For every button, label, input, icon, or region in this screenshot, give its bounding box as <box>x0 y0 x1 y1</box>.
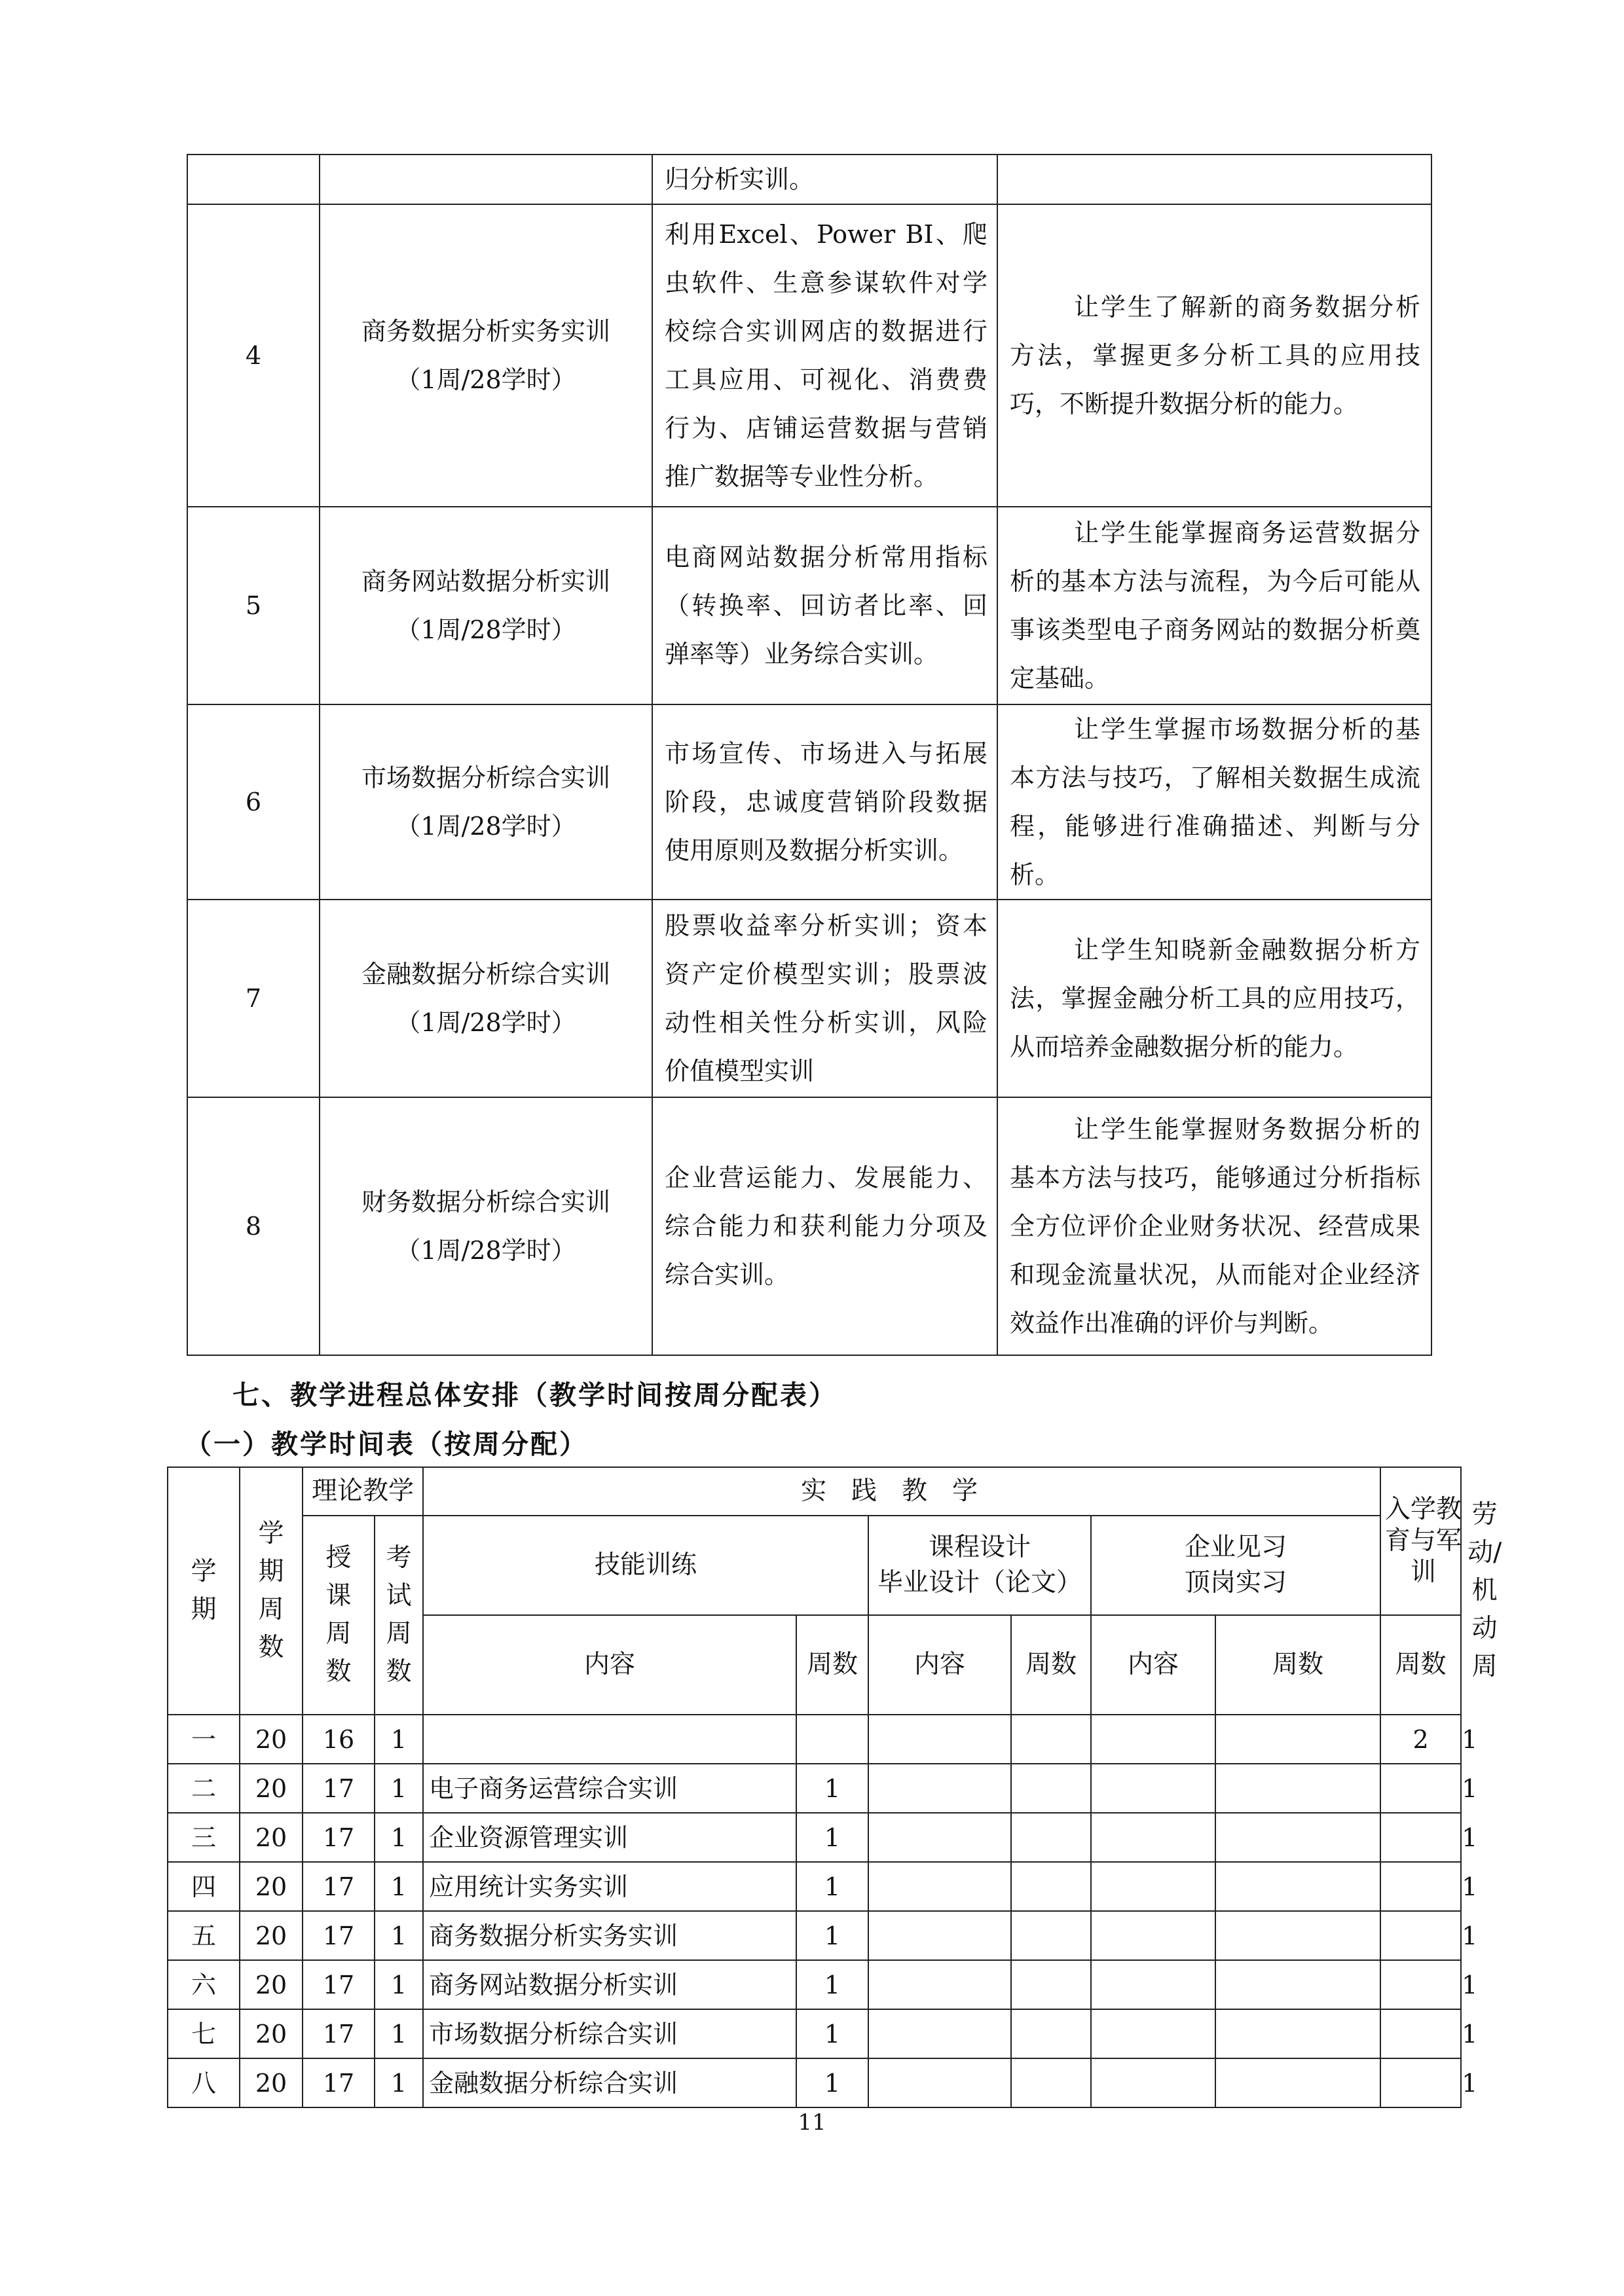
header-entrance: 入学教育与军训 <box>1380 1467 1461 1615</box>
header-intern-weeks: 周数 <box>1215 1615 1380 1715</box>
total-weeks: 20 <box>240 1911 303 1960</box>
design-content <box>868 1911 1011 1960</box>
intern-weeks <box>1215 1862 1380 1911</box>
teaching-weeks: 17 <box>303 1813 375 1862</box>
design-weeks <box>1011 2058 1091 2107</box>
row-number <box>187 155 320 204</box>
header-semester: 学期 <box>168 1467 240 1715</box>
header-course-design: 课程设计 毕业设计（论文） <box>868 1516 1091 1615</box>
training-goal: 让学生掌握市场数据分析的基本方法与技巧，了解相关数据生成流程，能够进行准确描述、判断与分析。 <box>997 704 1431 900</box>
design-weeks <box>1011 1813 1091 1862</box>
design-weeks <box>1011 1764 1091 1813</box>
intern-content <box>1091 2058 1215 2107</box>
skill-content: 商务网站数据分析实训 <box>423 1960 796 2009</box>
skill-content: 应用统计实务实训 <box>423 1862 796 1911</box>
exam-weeks: 1 <box>375 1715 423 1764</box>
training-goal: 让学生能掌握财务数据分析的基本方法与技巧，能够通过分析指标全方位评价企业财务状况、经营成果和现金流量状况，从而能对企业经济效益作出准确的评价与判断。 <box>997 1097 1431 1355</box>
table-row <box>187 900 1431 1097</box>
training-content: 股票收益率分析实训；资本资产定价模型实训；股票波动性相关性分析实训，风险价值模型实训 <box>652 900 997 1097</box>
teaching-weeks: 17 <box>303 2058 375 2107</box>
header-design-weeks: 周数 <box>1011 1615 1091 1715</box>
term: 八 <box>168 2058 240 2107</box>
training-goal: 让学生能掌握商务运营数据分析的基本方法与流程，为今后可能从事该类型电子商务网站的数据分析奠定基础。 <box>997 507 1431 704</box>
table-row: 七 20 17 1 市场数据分析综合实训 1 1 <box>168 2009 1461 2058</box>
teaching-weeks: 17 <box>303 1862 375 1911</box>
subsection-heading: （一）教学时间表（按周分配） <box>185 1429 588 1460</box>
header-intern-content: 内容 <box>1091 1615 1215 1715</box>
skill-content <box>423 1715 796 1764</box>
header-skill-weeks: 周数 <box>796 1615 868 1715</box>
design-weeks <box>1011 2009 1091 2058</box>
intern-weeks <box>1215 2058 1380 2107</box>
intern-content <box>1091 1862 1215 1911</box>
entrance-weeks <box>1380 1862 1461 1911</box>
header-semester-weeks: 学期周数 <box>240 1467 303 1715</box>
intern-weeks <box>1215 1960 1380 2009</box>
intern-content <box>1091 1911 1215 1960</box>
training-name: 商务数据分析实务实训 （1周/28学时） <box>320 204 652 507</box>
table-row: 四 20 17 1 应用统计实务实训 1 1 <box>168 1862 1461 1911</box>
training-content: 企业营运能力、发展能力、综合能力和获利能力分项及综合实训。 <box>652 1097 997 1355</box>
skill-content: 商务数据分析实务实训 <box>423 1911 796 1960</box>
skill-weeks: 1 <box>796 1862 868 1911</box>
teaching-weeks: 17 <box>303 1960 375 2009</box>
design-content <box>868 1813 1011 1862</box>
intern-content <box>1091 1764 1215 1813</box>
design-content <box>868 2009 1011 2058</box>
training-name: 商务网站数据分析实训 （1周/28学时） <box>320 507 652 704</box>
table-row: 八 20 17 1 金融数据分析综合实训 1 1 <box>168 2058 1461 2107</box>
table-row <box>187 507 1431 704</box>
header-skill-content: 内容 <box>423 1615 796 1715</box>
intern-weeks <box>1215 2009 1380 2058</box>
skill-content: 电子商务运营综合实训 <box>423 1764 796 1813</box>
total-weeks: 20 <box>240 1960 303 2009</box>
table-row <box>187 204 1431 507</box>
design-content <box>868 1862 1011 1911</box>
table-row <box>187 704 1431 900</box>
term: 三 <box>168 1813 240 1862</box>
teaching-weeks: 17 <box>303 1911 375 1960</box>
skill-weeks: 1 <box>796 1813 868 1862</box>
exam-weeks: 1 <box>375 1862 423 1911</box>
skill-weeks: 1 <box>796 1911 868 1960</box>
training-content: 电商网站数据分析常用指标（转换率、回访者比率、回弹率等）业务综合实训。 <box>652 507 997 704</box>
training-content: 市场宣传、市场进入与拓展阶段，忠诚度营销阶段数据使用原则及数据分析实训。 <box>652 704 997 900</box>
training-goal: 让学生知晓新金融数据分析方法，掌握金融分析工具的应用技巧，从而培养金融数据分析的能力。 <box>997 900 1431 1097</box>
design-weeks <box>1011 1911 1091 1960</box>
intern-content <box>1091 2009 1215 2058</box>
term: 七 <box>168 2009 240 2058</box>
header-design-content: 内容 <box>868 1615 1011 1715</box>
header-practice: 实践教学 <box>423 1467 1380 1516</box>
design-content <box>868 1715 1011 1764</box>
entrance-weeks: 2 <box>1380 1715 1461 1764</box>
term: 五 <box>168 1911 240 1960</box>
row-number: 6 <box>187 704 320 900</box>
design-weeks <box>1011 1862 1091 1911</box>
weekly-schedule-table: 学期 学期周数 理论教学 实践教学 入学教育与军训 劳动/机动周 授课周数 考试周数 技能训练 课程设计 毕业设计（论文） 企业见习 顶岗实习 内容 周数 内容 周数 内容 周数 周数 一 20 16 1 2 1 二 20 17 1 电子商务运营综合实训 1 1 三 20 17 1 企业资源管理实训 1 1 四 20 17 1 应用统计实务实训 1 1 五 20 17 1 商务数据分析实务实训 1 1 六 20 17 1 商务网站数据分析实训 1 1 七 20 17 1 市场数据分析综合实训 1 1 八 20 17 1 金融数据分析综合实训 1 1 <box>167 1467 1462 2108</box>
term: 二 <box>168 1764 240 1813</box>
total-weeks: 20 <box>240 1862 303 1911</box>
table-row: 三 20 17 1 企业资源管理实训 1 1 <box>168 1813 1461 1862</box>
row-number: 5 <box>187 507 320 704</box>
header-skill-training: 技能训练 <box>423 1516 868 1615</box>
header-exam-weeks: 考试周数 <box>375 1516 423 1715</box>
header-theory: 理论教学 <box>303 1467 423 1516</box>
practical-training-table <box>187 154 1432 1356</box>
exam-weeks: 1 <box>375 2009 423 2058</box>
term: 六 <box>168 1960 240 2009</box>
total-weeks: 20 <box>240 1764 303 1813</box>
row-number: 7 <box>187 900 320 1097</box>
table-row: 一 20 16 1 2 1 <box>168 1715 1461 1764</box>
term: 四 <box>168 1862 240 1911</box>
intern-weeks <box>1215 1911 1380 1960</box>
exam-weeks: 1 <box>375 2058 423 2107</box>
intern-content <box>1091 1715 1215 1764</box>
skill-weeks: 1 <box>796 1960 868 2009</box>
table-row: 二 20 17 1 电子商务运营综合实训 1 1 <box>168 1764 1461 1813</box>
table-row <box>187 155 1431 204</box>
training-name: 财务数据分析综合实训 （1周/28学时） <box>320 1097 652 1355</box>
skill-weeks: 1 <box>796 2058 868 2107</box>
exam-weeks: 1 <box>375 1813 423 1862</box>
header-teaching-weeks: 授课周数 <box>303 1516 375 1715</box>
entrance-weeks <box>1380 2009 1461 2058</box>
page-number: 11 <box>798 2109 826 2136</box>
header-internship: 企业见习 顶岗实习 <box>1091 1516 1380 1615</box>
table-row: 六 20 17 1 商务网站数据分析实训 1 1 <box>168 1960 1461 2009</box>
intern-content <box>1091 1960 1215 2009</box>
entrance-weeks <box>1380 1813 1461 1862</box>
section-heading: 七、教学进程总体安排（教学时间按周分配表） <box>232 1379 838 1411</box>
training-content: 归分析实训。 <box>652 155 997 204</box>
entrance-weeks <box>1380 1911 1461 1960</box>
design-content <box>868 1960 1011 2009</box>
row-number: 4 <box>187 204 320 507</box>
total-weeks: 20 <box>240 2058 303 2107</box>
design-weeks <box>1011 1715 1091 1764</box>
skill-content: 市场数据分析综合实训 <box>423 2009 796 2058</box>
exam-weeks: 1 <box>375 1911 423 1960</box>
entrance-weeks <box>1380 2058 1461 2107</box>
skill-weeks: 1 <box>796 1764 868 1813</box>
total-weeks: 20 <box>240 2009 303 2058</box>
intern-weeks <box>1215 1813 1380 1862</box>
intern-weeks <box>1215 1715 1380 1764</box>
intern-content <box>1091 1813 1215 1862</box>
training-goal: 让学生了解新的商务数据分析方法，掌握更多分析工具的应用技巧，不断提升数据分析的能力。 <box>997 204 1431 507</box>
teaching-weeks: 16 <box>303 1715 375 1764</box>
total-weeks: 20 <box>240 1715 303 1764</box>
exam-weeks: 1 <box>375 1764 423 1813</box>
design-content <box>868 1764 1011 1813</box>
skill-content: 金融数据分析综合实训 <box>423 2058 796 2107</box>
teaching-weeks: 17 <box>303 1764 375 1813</box>
training-name: 市场数据分析综合实训 （1周/28学时） <box>320 704 652 900</box>
term: 一 <box>168 1715 240 1764</box>
design-content <box>868 2058 1011 2107</box>
training-name <box>320 155 652 204</box>
header-entrance-weeks: 周数 <box>1380 1615 1461 1715</box>
skill-weeks: 1 <box>796 2009 868 2058</box>
design-weeks <box>1011 1960 1091 2009</box>
training-content: 利用Excel、Power BI、爬虫软件、生意参谋软件对学校综合实训网店的数据进行工具应用、可视化、消费费行为、店铺运营数据与营销推广数据等专业性分析。 <box>652 204 997 507</box>
row-number: 8 <box>187 1097 320 1355</box>
skill-weeks <box>796 1715 868 1764</box>
training-goal <box>997 155 1431 204</box>
exam-weeks: 1 <box>375 1960 423 2009</box>
skill-content: 企业资源管理实训 <box>423 1813 796 1862</box>
total-weeks: 20 <box>240 1813 303 1862</box>
table-row <box>187 1097 1431 1355</box>
teaching-weeks: 17 <box>303 2009 375 2058</box>
training-name: 金融数据分析综合实训 （1周/28学时） <box>320 900 652 1097</box>
entrance-weeks <box>1380 1764 1461 1813</box>
entrance-weeks <box>1380 1960 1461 2009</box>
intern-weeks <box>1215 1764 1380 1813</box>
table-row: 五 20 17 1 商务数据分析实务实训 1 1 <box>168 1911 1461 1960</box>
